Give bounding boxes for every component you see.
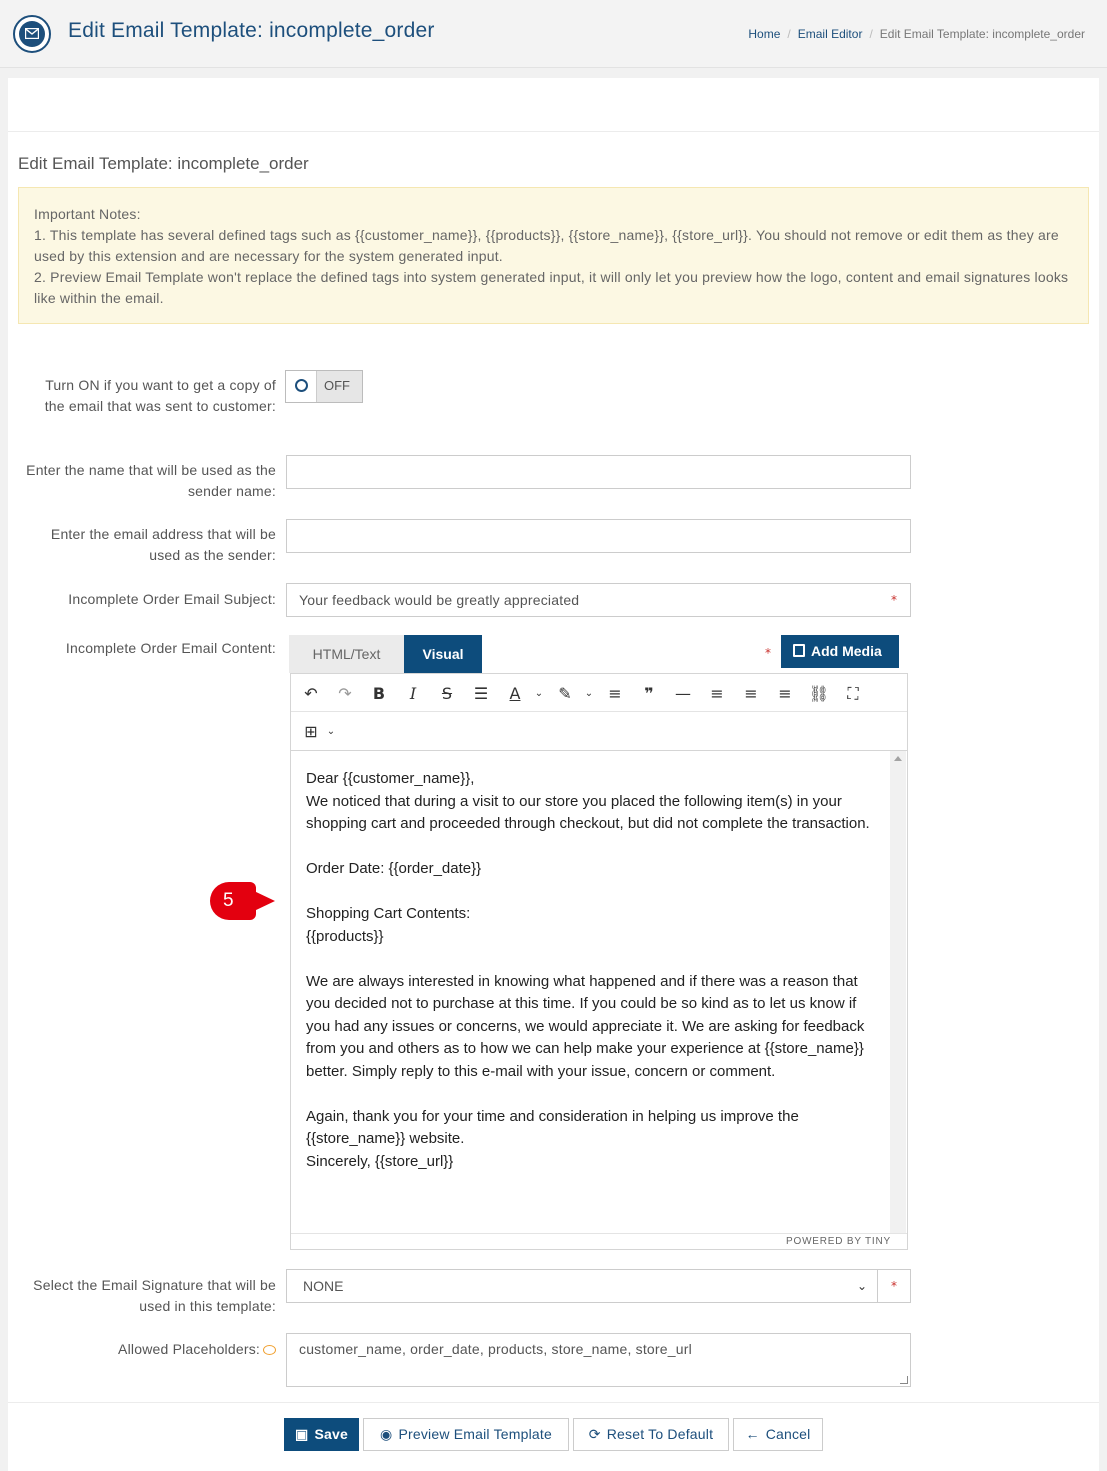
- scroll-up-icon[interactable]: [894, 756, 902, 761]
- content-paragraph: [306, 948, 876, 971]
- link-icon[interactable]: ⛓: [808, 684, 830, 703]
- content-paragraph: We noticed that during a visit to our store you placed the following item(s) in your shopping cart and proceeded through checkout, but did not complete the transaction.: [306, 792, 870, 832]
- add-media-button[interactable]: Add Media: [781, 635, 899, 668]
- divider: [8, 131, 1099, 132]
- redo-icon[interactable]: ↷: [338, 684, 352, 703]
- chevron-down-icon[interactable]: ⌄: [584, 688, 594, 699]
- highlight-icon[interactable]: ✎: [558, 684, 572, 703]
- section-title: Edit Email Template: incomplete_order: [18, 154, 309, 173]
- save-button[interactable]: ▣ Save: [284, 1418, 359, 1451]
- image-icon: [793, 644, 805, 657]
- undo-icon[interactable]: ↶: [304, 684, 318, 703]
- content-paragraph: [306, 1083, 876, 1106]
- cancel-button[interactable]: ← Cancel: [733, 1418, 823, 1451]
- align-left-icon[interactable]: ≡: [710, 684, 724, 703]
- fullscreen-icon[interactable]: ⛶: [847, 684, 859, 703]
- email-logo-icon: [13, 15, 51, 53]
- eye-icon: ◉: [380, 1426, 393, 1442]
- breadcrumb-email-editor[interactable]: Email Editor: [797, 27, 863, 41]
- toggle-knob-icon: [295, 379, 308, 392]
- resize-handle-icon[interactable]: [900, 1376, 908, 1384]
- floppy-icon: ▣: [295, 1426, 309, 1442]
- required-marker: *: [878, 583, 911, 617]
- content-paragraph: Order Date: {{order_date}}: [306, 860, 482, 877]
- chevron-down-icon[interactable]: ⌄: [534, 688, 544, 699]
- bullet-list-icon[interactable]: ☰: [473, 684, 489, 703]
- chevron-down-icon: ⌄: [856, 1279, 867, 1293]
- page-title: Edit Email Template: incomplete_order: [68, 19, 435, 42]
- sender-name-label: Enter the name that will be used as the sender name:: [26, 462, 276, 499]
- content-paragraph: Again, thank you for your time and consideration in helping us improve the {{store_name}} website.: [306, 1107, 799, 1147]
- notes-line-1: 1. This template has several defined tags such as {{customer_name}}, {{products}}, {{store_name}}, {{store_url}}. You should not remove or edit them as they are used by this extension and are necessary for the system generated input.: [34, 227, 1059, 264]
- table-icon[interactable]: ⊞: [304, 722, 318, 741]
- powered-by-label[interactable]: POWERED BY TINY: [786, 1236, 891, 1247]
- important-notes: [18, 187, 1089, 324]
- top-bar: [0, 0, 1107, 68]
- content-paragraph: {{products}}: [306, 927, 384, 945]
- horizontal-rule-icon[interactable]: —: [675, 684, 691, 703]
- signature-value: NONE: [303, 1278, 344, 1294]
- text-color-icon[interactable]: A: [509, 684, 521, 703]
- content-label: Incomplete Order Email Content:: [65, 640, 276, 656]
- editor-toolbar: [291, 674, 907, 712]
- arrow-left-icon: ←: [745, 1426, 760, 1442]
- notes-line-2: 2. Preview Email Template won't replace the defined tags into system generated input, it will only let you preview how the logo, content and email signatures looks like within the email.: [34, 269, 1069, 306]
- blockquote-icon[interactable]: ❞: [644, 684, 654, 703]
- notes-heading: Important Notes:: [34, 206, 141, 222]
- breadcrumb-home[interactable]: Home: [748, 27, 781, 41]
- required-marker: *: [765, 646, 771, 660]
- main-panel: [8, 78, 1099, 1471]
- subject-label: Incomplete Order Email Subject:: [68, 591, 276, 607]
- subject-input[interactable]: Your feedback would be greatly appreciated: [286, 583, 879, 617]
- signature-select[interactable]: [286, 1269, 878, 1303]
- preview-button[interactable]: ◉ Preview Email Template: [363, 1418, 569, 1451]
- editor-statusbar: [291, 1233, 907, 1249]
- copy-label: Turn ON if you want to get a copy of the email that was sent to customer:: [44, 377, 276, 414]
- sender-name-input[interactable]: [286, 455, 911, 489]
- content-paragraph: Shopping Cart Contents:: [306, 905, 471, 922]
- align-center-icon[interactable]: ≡: [744, 684, 758, 703]
- required-marker: *: [878, 1269, 911, 1303]
- step-badge: 5: [210, 882, 256, 920]
- sender-email-label: Enter the email address that will be used as the sender:: [50, 526, 276, 563]
- align-right-icon[interactable]: ≡: [778, 684, 792, 703]
- sender-email-input[interactable]: [286, 519, 911, 553]
- refresh-icon: ⟳: [588, 1426, 601, 1442]
- editor-toolbar-row-2: [291, 712, 907, 751]
- toggle-state: OFF: [324, 378, 350, 393]
- content-paragraph: Dear {{customer_name}},: [306, 770, 475, 787]
- tab-html-text[interactable]: HTML/Text: [289, 635, 404, 673]
- editor-content[interactable]: [306, 768, 876, 1173]
- content-paragraph: Sincerely, {{store_url}}: [306, 1152, 454, 1170]
- signature-label: Select the Email Signature that will be used in this template:: [33, 1277, 276, 1314]
- placeholders-label: Allowed Placeholders:: [16, 1339, 276, 1360]
- content-paragraph: We are always interested in knowing what happened and if there was a reason that you decided not to purchase at this time. If you could be so kind as to let us know if you had any issues or concerns, we would appreciate it. We are asking for feedback from you and others as to how we can help make your experience at {{store_name}} better. Simply reply to this e-mail with your issue, concern or comment.: [306, 972, 865, 1080]
- chevron-down-icon[interactable]: ⌄: [326, 726, 336, 737]
- rich-text-editor: [290, 673, 908, 1250]
- tab-visual[interactable]: Visual: [404, 635, 482, 673]
- editor-scrollbar[interactable]: [890, 751, 906, 1233]
- content-paragraph: [306, 836, 876, 859]
- divider: [8, 1402, 1099, 1403]
- breadcrumb: Home / Email Editor / Edit Email Template: incomplete_order: [748, 27, 1085, 41]
- numbered-list-icon[interactable]: ≡: [608, 684, 622, 703]
- placeholders-textarea[interactable]: customer_name, order_date, products, store_name, store_url: [286, 1333, 911, 1387]
- content-paragraph: [306, 881, 876, 904]
- breadcrumb-current: Edit Email Template: incomplete_order: [879, 27, 1085, 41]
- reset-button[interactable]: ⟳ Reset To Default: [573, 1418, 729, 1451]
- strikethrough-icon[interactable]: S: [441, 684, 453, 703]
- bold-icon[interactable]: B: [372, 684, 386, 703]
- italic-icon[interactable]: I: [409, 684, 417, 703]
- copy-toggle[interactable]: [285, 370, 363, 403]
- comment-icon[interactable]: [263, 1345, 276, 1355]
